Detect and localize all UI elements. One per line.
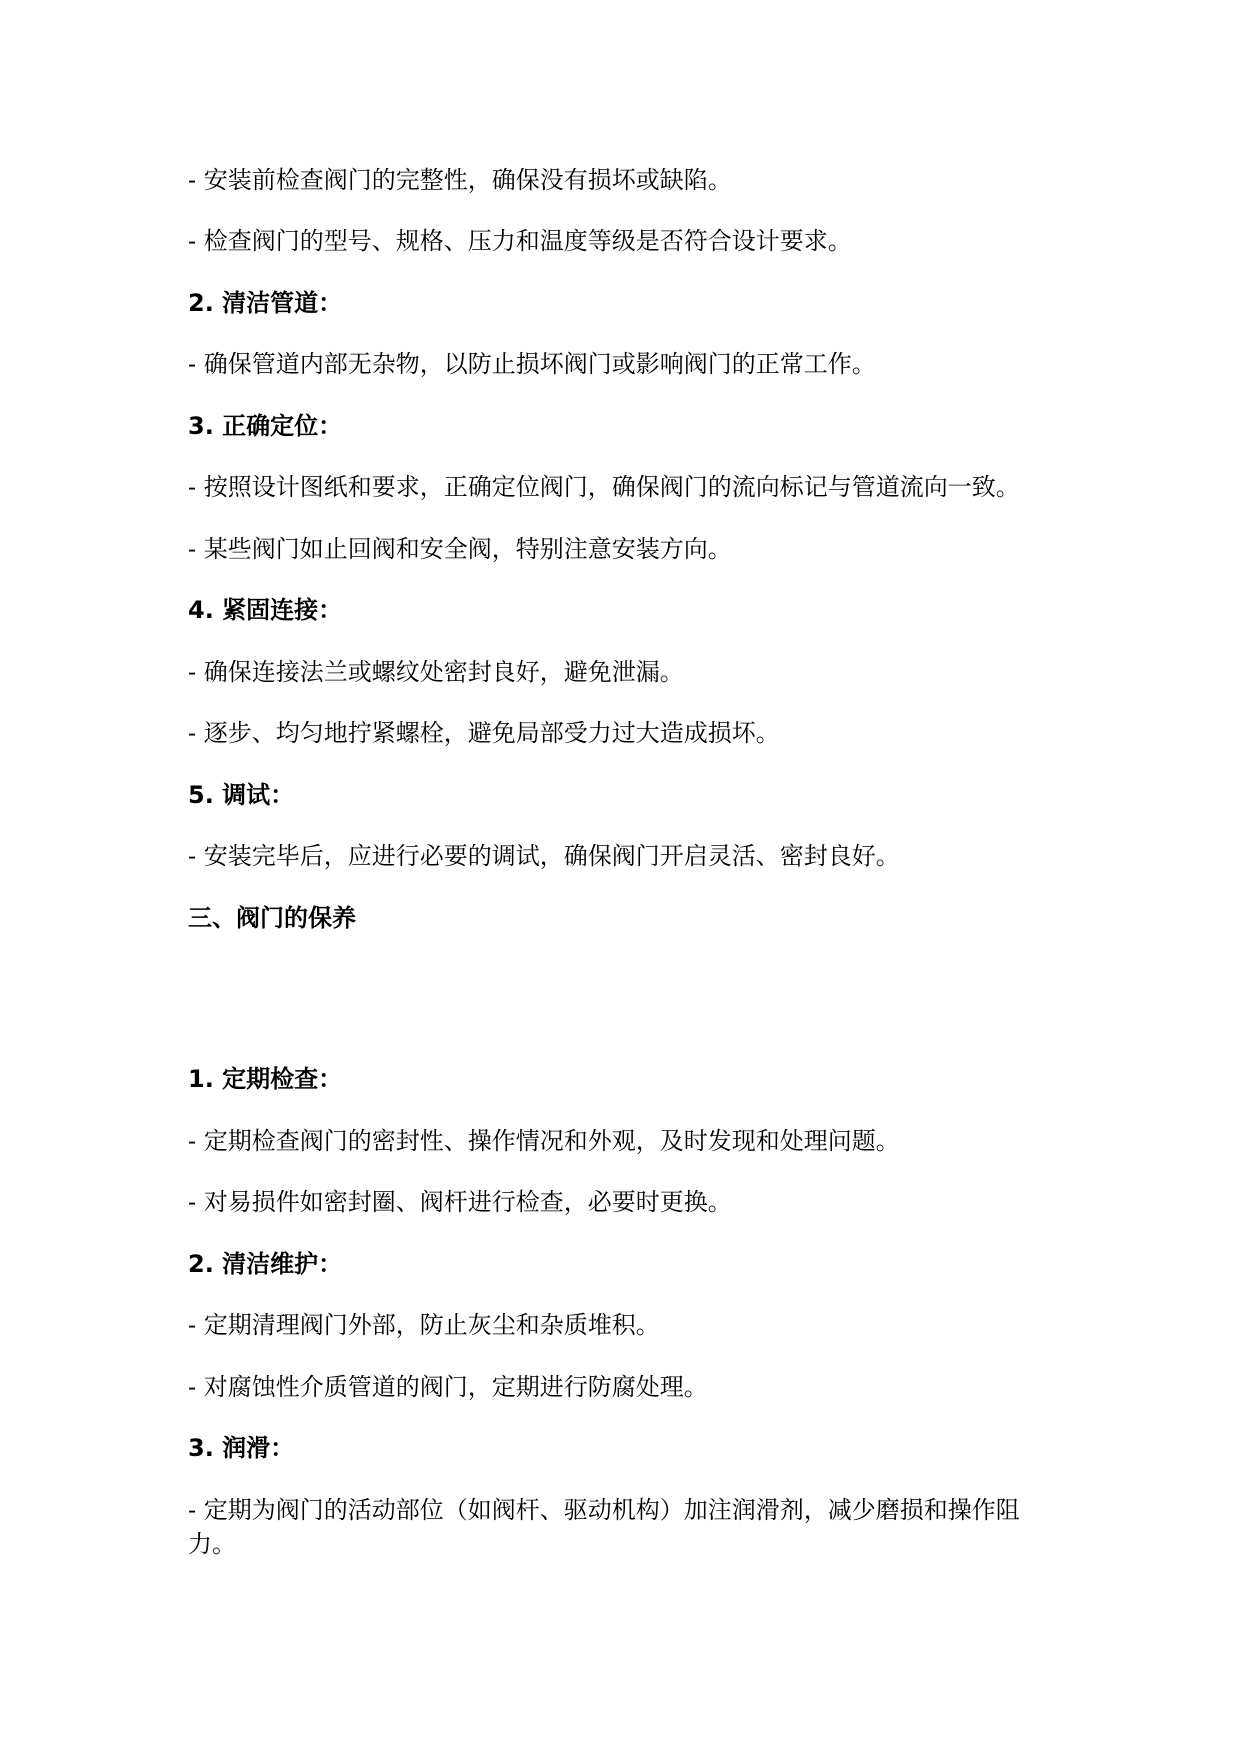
paragraph-inspect-integrity: - 安装前检查阀门的完整性，确保没有损坏或缺陷。 <box>188 166 732 194</box>
paragraph-inspect-specs: - 检查阀门的型号、规格、压力和温度等级是否符合设计要求。 <box>188 227 852 255</box>
section-title-maintenance: 三、阀门的保养 <box>188 904 356 932</box>
paragraph-periodic-inspection: - 定期检查阀门的密封性、操作情况和外观，及时发现和处理问题。 <box>188 1127 900 1155</box>
heading-positioning: 3. 正确定位： <box>188 412 343 440</box>
heading-cleaning-maintenance: 2. 清洁维护： <box>188 1250 343 1278</box>
paragraph-position-flow: - 按照设计图纸和要求，正确定位阀门，确保阀门的流向标记与管道流向一致。 <box>188 473 1020 501</box>
paragraph-clean-exterior: - 定期清理阀门外部，防止灰尘和杂质堆积。 <box>188 1311 660 1339</box>
heading-lubrication: 3. 润滑： <box>188 1434 295 1462</box>
heading-fasten: 4. 紧固连接： <box>188 596 343 624</box>
paragraph-seal: - 确保连接法兰或螺纹处密封良好，避免泄漏。 <box>188 658 684 686</box>
heading-clean-pipe: 2. 清洁管道： <box>188 289 343 317</box>
heading-periodic-inspection: 1. 定期检查： <box>188 1065 343 1093</box>
paragraph-install-direction: - 某些阀门如止回阀和安全阀，特别注意安装方向。 <box>188 535 732 563</box>
heading-commissioning: 5. 调试： <box>188 781 295 809</box>
paragraph-pipe-clean: - 确保管道内部无杂物，以防止损坏阀门或影响阀门的正常工作。 <box>188 350 876 378</box>
paragraph-wear-parts: - 对易损件如密封圈、阀杆进行检查，必要时更换。 <box>188 1188 732 1216</box>
paragraph-bolts: - 逐步、均匀地拧紧螺栓，避免局部受力过大造成损坏。 <box>188 719 780 747</box>
paragraph-anticorrosion: - 对腐蚀性介质管道的阀门，定期进行防腐处理。 <box>188 1373 708 1401</box>
paragraph-lubrication: - 定期为阀门的活动部位（如阀杆、驱动机构）加注润滑剂，减少磨损和操作阻力。 <box>188 1496 1020 1558</box>
paragraph-commissioning: - 安装完毕后，应进行必要的调试，确保阀门开启灵活、密封良好。 <box>188 842 900 870</box>
